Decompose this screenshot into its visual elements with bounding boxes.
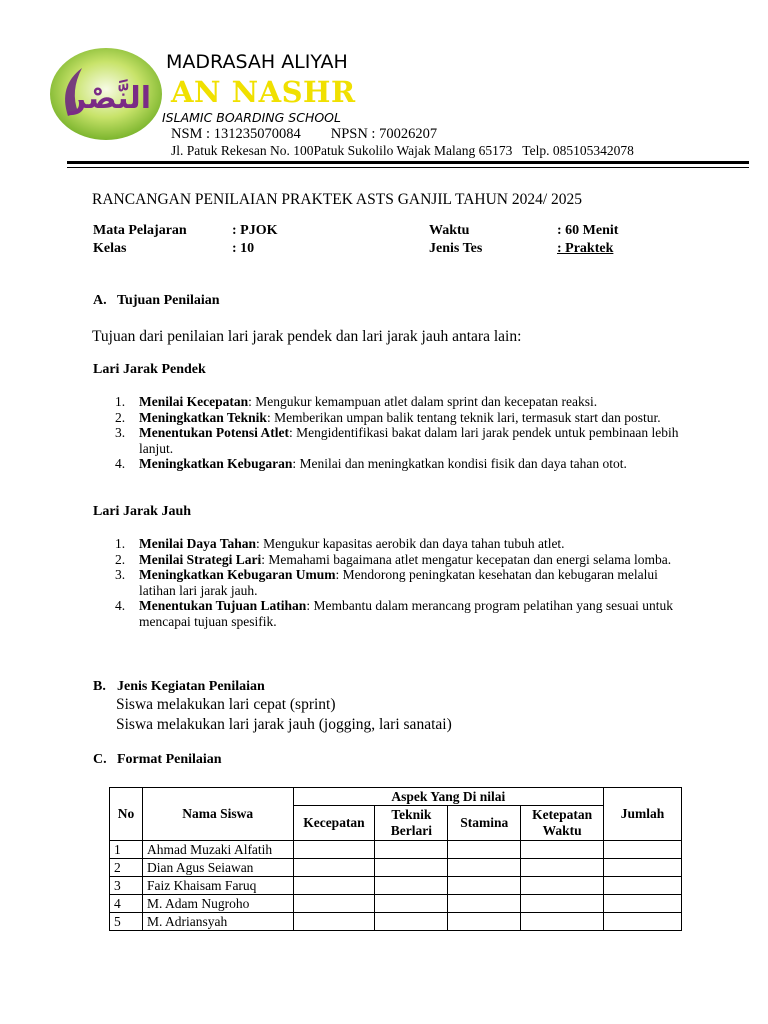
section-b-heading <box>93 679 265 695</box>
info-jenis-value: : Praktek <box>557 241 614 256</box>
score-cell[interactable] <box>448 895 521 913</box>
list-item: 3. Meningkatkan Kebugaran Umum: Mendorong peningkatan kesehatan dan kebugaran melalui latihan lari jarak jauh. <box>115 567 658 598</box>
total-cell[interactable] <box>604 877 682 895</box>
jauh-heading: Lari Jarak Jauh <box>93 504 192 519</box>
list-item: 4. Meningkatkan Kebugaran: Menilai dan meningkatkan kondisi fisik dan daya tahan otot. <box>115 456 627 471</box>
score-cell[interactable] <box>375 877 448 895</box>
score-cell[interactable] <box>375 859 448 877</box>
section-c-title: Format Penilaian <box>117 752 222 767</box>
table-row: 4 M. Adam Nugroho <box>110 895 682 913</box>
score-cell[interactable] <box>375 913 448 931</box>
list-item: 2. Menilai Strategi Lari: Memahami bagaimana atlet mengatur kecepatan dan energi selama lomba. <box>115 551 672 567</box>
score-cell[interactable] <box>521 895 604 913</box>
section-b-line-2: Siswa melakukan lari jarak jauh (jogging, lari sanatai) <box>116 716 452 733</box>
list-item: 3. Menentukan Potensi Atlet: Mengidentifikasi bakat dalam lari jarak pendek untuk pembinaan lebih lanjut. <box>115 425 679 456</box>
score-cell[interactable] <box>521 859 604 877</box>
document-title: RANCANGAN PENILAIAN PRAKTEK ASTS GANJIL TAHUN 2024/ 2025 <box>92 191 583 208</box>
section-b-letter: B. <box>93 679 106 694</box>
list-item: 1. Menilai Daya Tahan: Mengukur kapasitas aerobik dan daya tahan tubuh atlet. <box>115 536 565 551</box>
info-kelas-label: Kelas <box>93 241 127 256</box>
school-subtitle: ISLAMIC BOARDING SCHOOL <box>162 110 341 125</box>
col-aspek-header: Aspek Yang Di nilai <box>293 788 604 806</box>
section-c-heading <box>93 752 222 768</box>
nsm-text: NSM : 131235070084 <box>171 126 301 142</box>
col-stamina-header: Stamina <box>448 806 521 841</box>
col-ketepatan-header: Ketepatan Waktu <box>521 806 604 841</box>
header-rule-thin <box>67 167 749 168</box>
school-address: Jl. Patuk Rekesan No. 100Patuk Sukolilo Wajak Malang 65173 Telp. 085105342078 <box>171 143 634 158</box>
table-row: 1 Ahmad Muzaki Alfatih <box>110 841 682 859</box>
score-cell[interactable] <box>375 895 448 913</box>
info-mapel-label: Mata Pelajaran <box>93 223 187 238</box>
table-row: 5 M. Adriansyah <box>110 913 682 931</box>
score-cell[interactable] <box>293 877 375 895</box>
total-cell[interactable] <box>604 841 682 859</box>
info-jenis-label: Jenis Tes <box>429 241 483 256</box>
score-cell[interactable] <box>375 841 448 859</box>
score-cell[interactable] <box>293 913 375 931</box>
score-cell[interactable] <box>448 877 521 895</box>
list-item: 1. Menilai Kecepatan: Mengukur kemampuan atlet dalam sprint dan kecepatan reaksi. <box>115 394 598 409</box>
section-a-intro: Tujuan dari penilaian lari jarak pendek dan lari jarak jauh antara lain: <box>92 328 522 345</box>
section-a-letter: A. <box>93 293 107 308</box>
total-cell[interactable] <box>604 859 682 877</box>
section-b-line-1: Siswa melakukan lari cepat (sprint) <box>116 696 336 713</box>
school-logo <box>48 46 164 142</box>
col-no-header: No <box>110 788 143 841</box>
total-cell[interactable] <box>604 895 682 913</box>
header-rule-thick <box>67 161 749 164</box>
score-cell[interactable] <box>521 913 604 931</box>
school-brand: AN NASHR <box>171 75 356 109</box>
section-a-heading <box>93 293 220 309</box>
table-row: 2 Dian Agus Seiawan <box>110 859 682 877</box>
section-b-title: Jenis Kegiatan Penilaian <box>117 679 265 694</box>
col-nama-header: Nama Siswa <box>142 788 293 841</box>
table-row: 3 Faiz Khaisam Faruq <box>110 877 682 895</box>
logo-arabic-text: النَّصْر <box>68 81 152 116</box>
col-teknik-header: Teknik Berlari <box>375 806 448 841</box>
info-mapel-value: : PJOK <box>232 223 278 238</box>
col-jumlah-header: Jumlah <box>604 788 682 841</box>
school-ids <box>171 126 437 143</box>
score-cell[interactable] <box>448 859 521 877</box>
score-cell[interactable] <box>521 877 604 895</box>
npsn-text: NPSN : 70026207 <box>330 126 438 142</box>
score-cell[interactable] <box>293 841 375 859</box>
score-cell[interactable] <box>293 859 375 877</box>
score-cell[interactable] <box>521 841 604 859</box>
pendek-heading: Lari Jarak Pendek <box>93 362 206 377</box>
section-c-letter: C. <box>93 752 107 767</box>
total-cell[interactable] <box>604 913 682 931</box>
list-item: 4. Menentukan Tujuan Latihan: Membantu dalam merancang program pelatihan yang sesuai untuk mencapai tujuan spesifik. <box>115 598 673 629</box>
score-cell[interactable] <box>448 841 521 859</box>
info-kelas-value: : 10 <box>232 241 255 256</box>
score-cell[interactable] <box>293 895 375 913</box>
score-cell[interactable] <box>448 913 521 931</box>
info-waktu-label: Waktu <box>429 223 470 238</box>
assessment-table <box>109 787 682 931</box>
jauh-list <box>92 536 682 629</box>
list-item: 2. Meningkatkan Teknik: Memberikan umpan balik tentang teknik lari, termasuk start dan postur. <box>115 409 661 425</box>
school-name: MADRASAH ALIYAH <box>166 51 348 73</box>
info-waktu-value: : 60 Menit <box>557 223 619 238</box>
section-a-title: Tujuan Penilaian <box>117 293 220 308</box>
pendek-list <box>92 394 682 472</box>
col-kecepatan-header: Kecepatan <box>293 806 375 841</box>
